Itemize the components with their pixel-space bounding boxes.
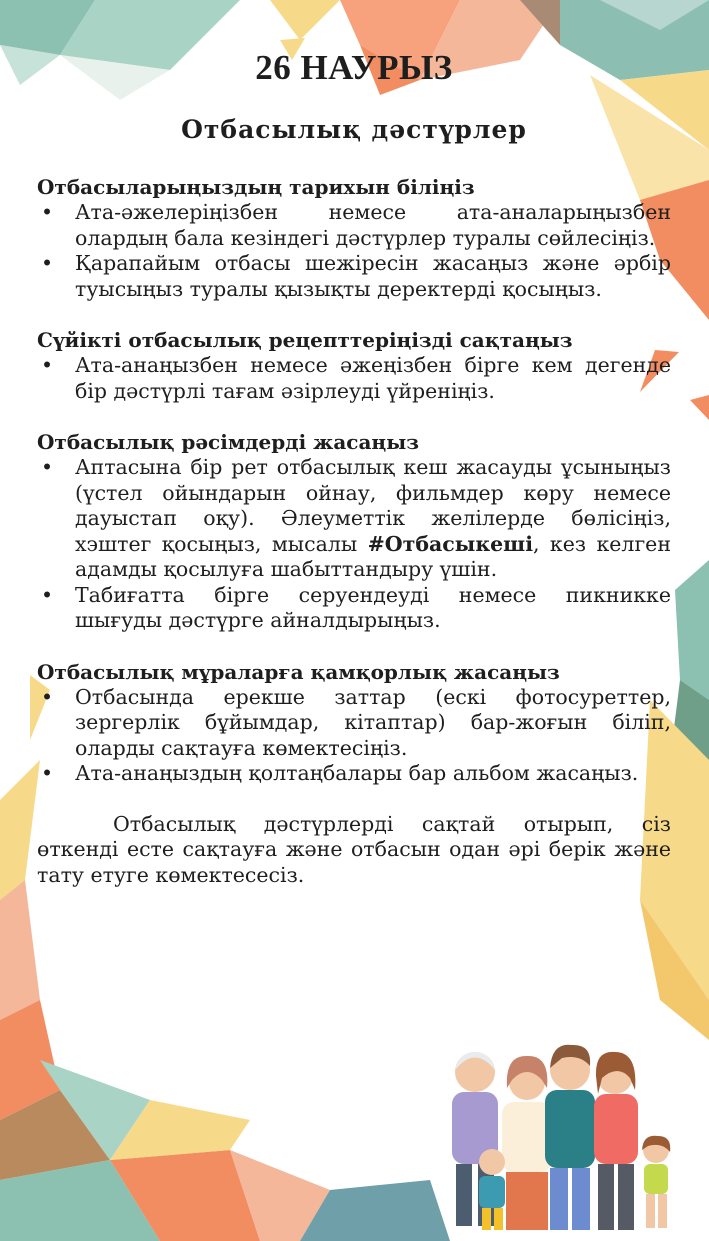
bullet-list bbox=[37, 685, 671, 787]
section-family-recipes bbox=[37, 327, 671, 404]
left-shard-2 bbox=[0, 880, 40, 1020]
section-family-history bbox=[37, 174, 671, 302]
section-title: Отбасыларыңыздың тарихын біліңіз bbox=[37, 175, 475, 199]
page-title: Отбасылық дәстүрлер bbox=[181, 115, 527, 144]
list-item: • Отбасында ерекше заттар (ескі фотосуреттер, зергерлік бұйымдар, кітаптар) бар-жоғын біліп, оларды сақтауға көмектесіңіз. bbox=[37, 685, 671, 762]
bullet-list bbox=[37, 455, 671, 634]
list-item: • Қарапайым отбасы шежіресін жасаңыз және әрбір туысыңыз туралы қызықты деректерді қосыңыз. bbox=[37, 251, 671, 302]
section-family-heritage bbox=[37, 659, 671, 787]
list-item: • Ата-анаңыздың қолтаңбалары бар альбом жасаңыз. bbox=[37, 761, 671, 787]
top-right-shard-1 bbox=[270, 0, 340, 40]
section-title: Сүйікті отбасылық рецепттеріңізді сақтаңыз bbox=[37, 328, 573, 352]
list-item-text-suffix: , кез келген адамды қосылуға шабыттандыру үшін. bbox=[75, 531, 671, 581]
section-title: Отбасылық мұраларға қамқорлық жасаңыз bbox=[37, 659, 560, 684]
list-item: • Табиғатта бірге серуендеуді немесе пикникке шығуды дәстүрге айналдырыңыз. bbox=[37, 583, 671, 634]
hashtag: #Отбасыкеші bbox=[367, 531, 533, 556]
bullet-list bbox=[37, 200, 671, 302]
family-illustration bbox=[430, 1030, 709, 1241]
left-shard-1 bbox=[0, 760, 40, 900]
right-shard-3 bbox=[675, 560, 709, 700]
date-heading: 26 НАУРЫЗ bbox=[255, 48, 453, 87]
list-item bbox=[37, 455, 671, 583]
mother-figure bbox=[594, 1052, 638, 1230]
list-item-text: Аптасына бір рет отбасылық кеш жасауды ұсыныңыз (үстел ойындарын ойнау, фильмдер көру немесе дауыстап оқу). Әлеуметтік желілерде бөлісіңіз, хэштег қосыңыз, мысалы bbox=[75, 455, 671, 556]
section-title: Отбасылық рәсімдерді жасаңыз bbox=[37, 430, 420, 454]
girl-figure bbox=[642, 1136, 670, 1228]
right-shard-2 bbox=[690, 395, 709, 420]
father-figure bbox=[545, 1045, 595, 1230]
closing-paragraph: Отбасылық дәстүрлерді сақтай отырып, сіз өткенді есте сақтауға және отбасын одан әрі берік және тату етуге көмектесесіз. bbox=[37, 811, 671, 887]
list-item: • Ата-анаңызбен немесе әжеңізбен бірге кем дегенде бір дәстүрлі тағам әзірлеуді үйреніңіз. bbox=[37, 353, 671, 404]
sections-container bbox=[37, 174, 671, 888]
bullet-list bbox=[37, 353, 671, 404]
section-family-rituals bbox=[37, 429, 671, 634]
list-item: • Ата-әжелеріңізбен немесе ата-аналарыңызбен олардың бала кезіндегі дәстүрлер туралы сөйлесіңіз. bbox=[37, 200, 671, 251]
grandmother-figure bbox=[502, 1056, 552, 1230]
